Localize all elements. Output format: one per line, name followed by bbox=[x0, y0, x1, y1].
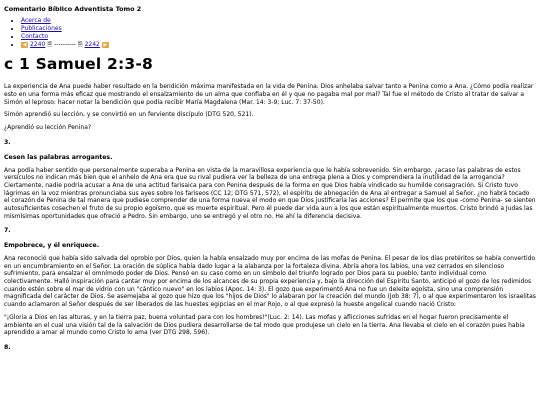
pager-separator: ---------- bbox=[54, 40, 76, 48]
nav-link-contacto[interactable]: Contacto bbox=[21, 32, 49, 40]
next-page-link[interactable]: 2242 bbox=[84, 40, 100, 48]
nav-menu bbox=[4, 17, 536, 48]
section-heading: Empobrece, y él enriquece. bbox=[4, 242, 100, 250]
nav-link-publicaciones[interactable]: Publicaciones bbox=[21, 24, 62, 32]
chapter-title: c 1 Samuel 2:3-8 bbox=[4, 55, 153, 74]
site-title: Comentario Bíblico Adventista Tomo 2 bbox=[4, 5, 142, 13]
verse-number: 3. bbox=[4, 138, 11, 146]
arrow-left-icon[interactable]: • ◀ bbox=[22, 41, 27, 48]
section-body: Ana podía haber sentido que personalmente superaba a Penina en vista de la maravillosa experiencia que le había sobrevenido. Sin embargo, ¿acaso las palabras de estos versículos no indican más bien que el anhelo de Ana era que su rival pudiera ver la belleza de una entrega plena a Dios y comprendiera la inutilidad de la arrogancia? Ciertamente, nadie podría acusar a Ana de una actitud farisaica para con Penina después de la forma en que Dios había vindicado su humilde consagración. Si Cristo tuvo lágrimas en la voz mientras pronunciaba sus ayes sobre los fariseos (CC 12; DTG 571, 572), el espíritu de abnegación de Ana al entregar a Samuel al Señor, ¿no habrá tocado el corazón de Penina de tal manera que pudiese comprender de una forma nueva el modo en que Dios justificaría las acciones? El permite que los que -como Penina- se sienten autosuficientes cosechen el fruto de su propio egoísmo, que es muerte espiritual. Pero él puede dar vida aun a los que están espiritualmente muertos. Cristo brindó a Judas las mismísimas oportunidades que ofreció a Pedro. Sin embargo, uno se entregó y el otro no. He ahí la diferencia decisiva. bbox=[4, 166, 536, 220]
nav-item-publicaciones bbox=[21, 25, 536, 33]
prev-page-link[interactable]: 2240 bbox=[30, 40, 46, 48]
verse-number: 8. bbox=[4, 343, 11, 351]
nav-item-acerca bbox=[21, 17, 536, 25]
nav-link-acerca[interactable]: Acerca de bbox=[21, 17, 51, 25]
paragraph: ¿Aprendió su lección Penina? bbox=[4, 124, 92, 131]
section-heading: Cesen las palabras arrogantes. bbox=[4, 153, 113, 161]
paragraph: La experiencia de Ana puede haber resultado en la bendición máxima manifestada en la vida de Penina. Dios anhelaba salvar tanto a Penina como a Ana. ¿Cómo podía realizar esto en una forma más eficaz que mostrando el ensalzamiento de un alma que confiaba en él y que no pagaba mal por mal? Tal fue el método de Cristo al tratar de salvar a Simón el leproso: hacer notar la bendición que podía recibir María Magdalena (Mar. 14: 3-9; Luc. 7: 37-50). bbox=[4, 83, 534, 106]
pager bbox=[21, 41, 109, 49]
section-body: "¡Gloria a Dios en las alturas, y en la tierra paz, buena voluntad para con los hombres!"(Luc. 2: 14). Las mofas y aflicciones sufridas en el hogar fueron precisamente el ambiente en el cual una visión tal de la salvación de Dios pudiera desarrollarse de tal modo que produjese un cielo en la tierra. Ana llevaba el cielo en el corazón pues había aprendido a amar al mundo como Cristo lo ama (ver DTG 298, 596). bbox=[4, 313, 525, 337]
nav-item-contacto bbox=[21, 33, 536, 41]
nav-item-pager bbox=[21, 41, 536, 49]
page-icon: 🗎 bbox=[77, 40, 83, 48]
verse-number: 7. bbox=[4, 227, 11, 235]
paragraph: Simón aprendió su lección, y se convirtió en un ferviente discípulo (DTG 520, 521). bbox=[4, 111, 254, 119]
section-body: Ana reconoció que había sido salvada del oprobio por Dios, quien la había ensalzado muy por encima de las mofas de Penina. El pesar de los días pretéritos se había convertido en un encumbramiento en el Señor. La oración de súplica había dado lugar a la alabanza por la fortaleza divina. Abría ahora los labios, una vez cerrados en silencioso sufrimiento, para ensalzar el omnímodo poder de Dios. Pensó en su caso como en un símbolo del triunfo logrado por Dios para su pueblo, tanto individual como colectivamente. Halló inspiración para cantar muy por encima de los alcances de su propia experiencia y, bajo la dirección del Espíritu Santo, anticipó el gozo de los redimidos cuando estén sobre el mar de vidrio con un "cántico nuevo" en los labios (Apoc. 14: 3). El gozo que experimentó Ana no fue un deleite egoísta, sino una comprensión magnificada del carácter de Dios. Se asemejaba al gozo que hizo que los "hijos de Dios" lo alabaran por la creación del mundo (Job 38: 7), o al que experimentaron los israelitas cuando aclamaron al Señor después de ser liberados de las huestes egipcias en el mar Rojo, o al que expresó la hueste angelical cuando nació Cristo: bbox=[4, 255, 536, 309]
arrow-right-icon[interactable]: ▶ bbox=[103, 41, 108, 48]
page-icon: 🗎 bbox=[47, 40, 53, 48]
